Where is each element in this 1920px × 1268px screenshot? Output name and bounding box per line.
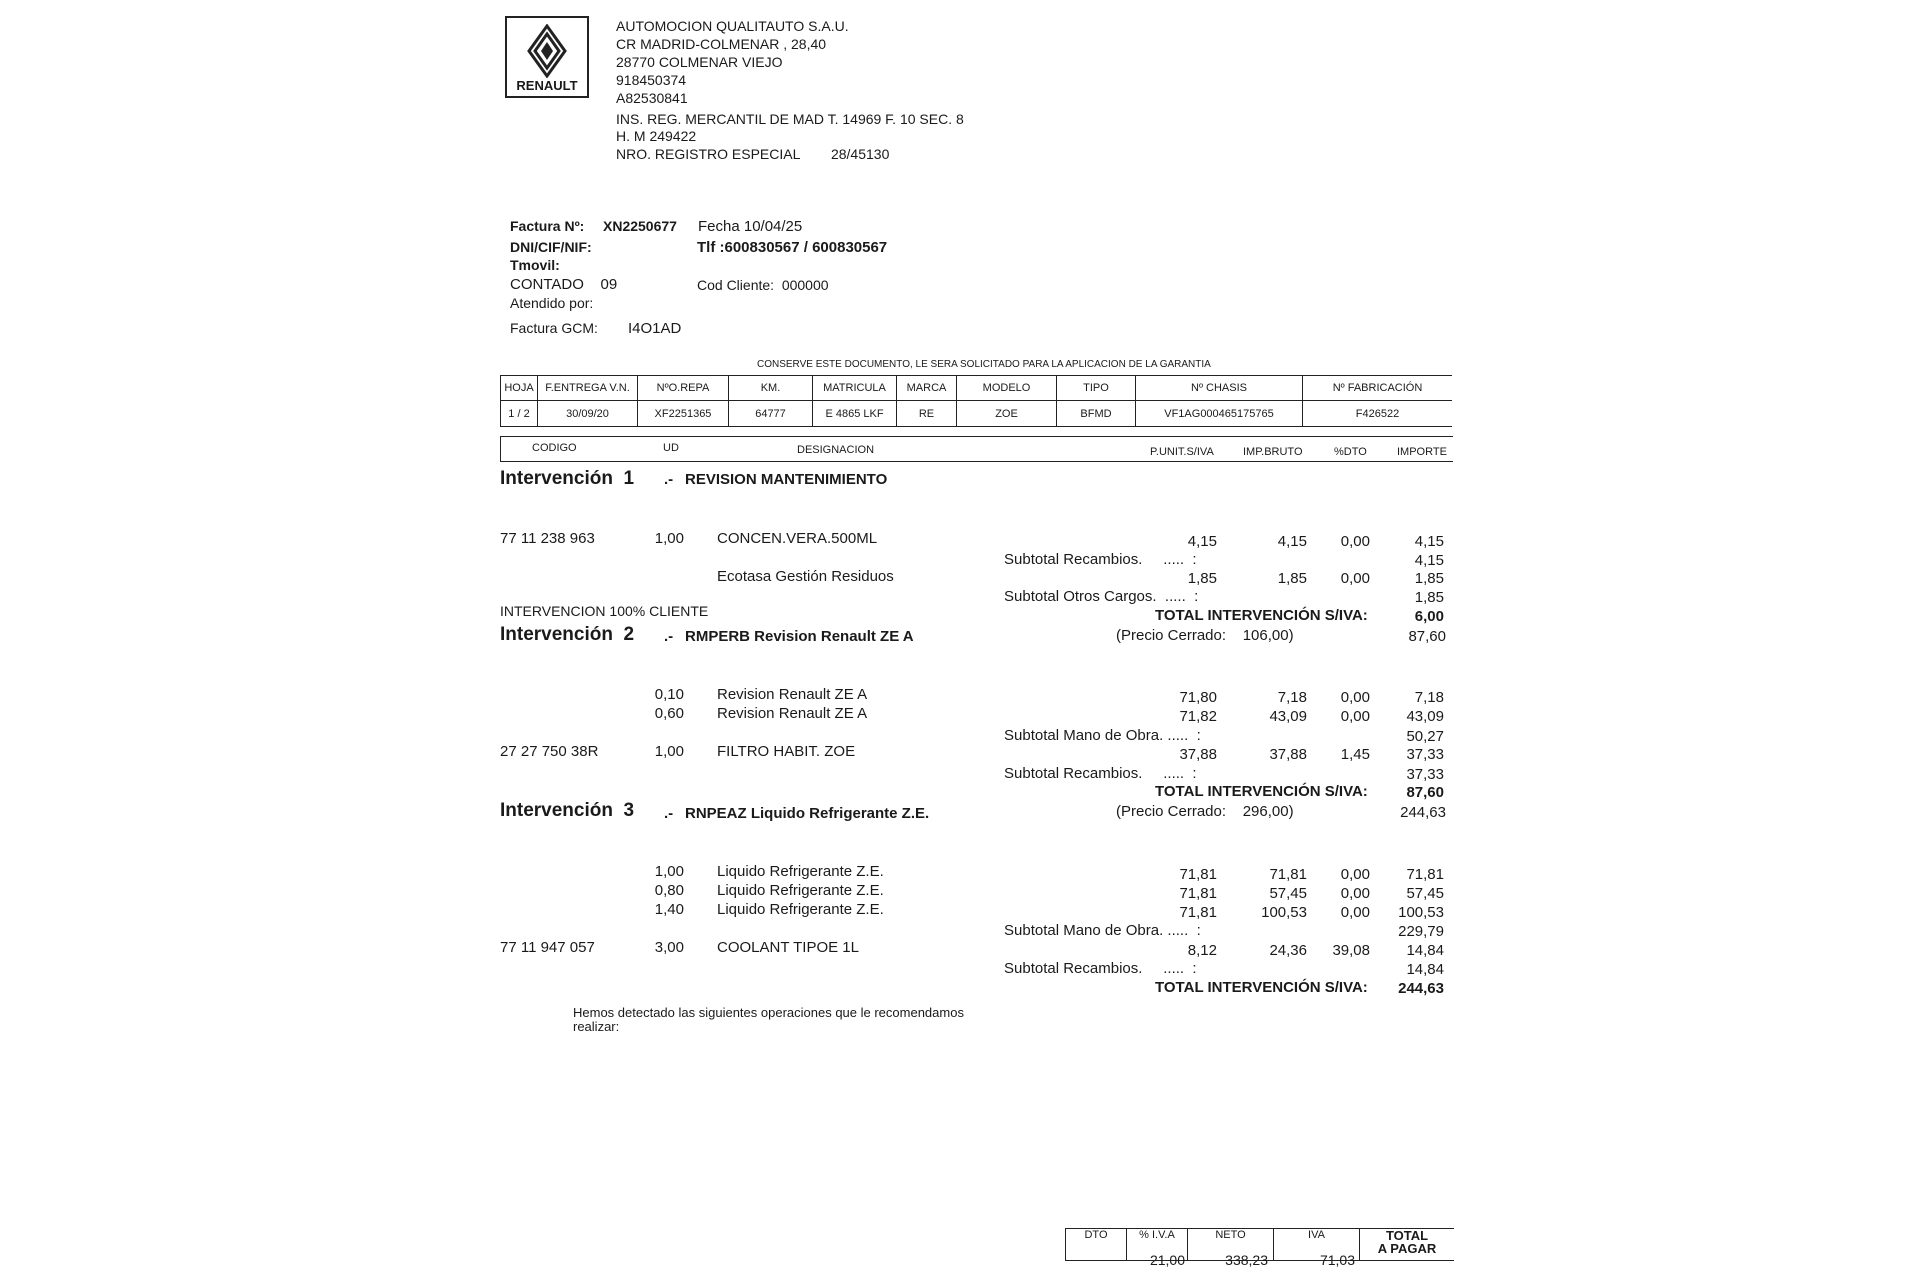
col-codigo: CODIGO <box>532 442 577 454</box>
value-modelo: ZOE <box>957 401 1057 427</box>
contado: CONTADO 09 <box>510 276 618 293</box>
logo-text: RENAULT <box>516 78 578 93</box>
line-importe: 14,84 <box>1406 942 1444 959</box>
subtotal-label: Subtotal Recambios. ..... : <box>1004 765 1197 782</box>
factura-label: Factura Nº: <box>510 218 585 234</box>
line-dto: 0,00 <box>1340 689 1370 706</box>
subtotal-value: 1,85 <box>1414 589 1444 606</box>
line-bruto: 57,45 <box>1269 885 1307 902</box>
line-bruto: 1,85 <box>1277 570 1307 587</box>
subtotal-value: 4,15 <box>1414 552 1444 569</box>
line-dto: 0,00 <box>1340 708 1370 725</box>
line-desc: Liquido Refrigerante Z.E. <box>717 882 884 899</box>
line-ud: 1,00 <box>654 530 684 547</box>
header-tipo: TIPO <box>1057 376 1136 401</box>
factura-number: XN2250677 <box>603 218 677 234</box>
subtotal-label: Subtotal Recambios. ..... : <box>1004 960 1197 977</box>
company-cif: A82530841 <box>616 90 688 106</box>
summary-header-total <box>1360 1229 1455 1261</box>
header-fabricacion: Nº FABRICACIÓN <box>1303 376 1453 401</box>
value-hoja: 1 / 2 <box>501 401 538 427</box>
total-label: TOTAL INTERVENCIÓN S/IVA: <box>1155 783 1368 800</box>
line-bruto: 37,88 <box>1269 746 1307 763</box>
vehicle-table-value-row <box>501 401 1453 427</box>
header-orepa: NºO.REPA <box>638 376 729 401</box>
gcm-label: Factura GCM: <box>510 320 598 336</box>
line-bruto: 7,18 <box>1277 689 1307 706</box>
line-punit: 71,82 <box>1179 708 1217 725</box>
line-importe: 1,85 <box>1414 570 1444 587</box>
subtotal-label: Subtotal Recambios. ..... : <box>1004 551 1197 568</box>
line-desc: COOLANT TIPOE 1L <box>717 939 859 956</box>
dni-label: DNI/CIF/NIF: <box>510 239 592 255</box>
line-bruto: 100,53 <box>1261 904 1307 921</box>
value-chasis: VF1AG000465175765 <box>1136 401 1303 427</box>
cod-cliente: Cod Cliente: 000000 <box>697 277 829 293</box>
value-marca: RE <box>897 401 957 427</box>
col-importe: IMPORTE <box>1397 446 1447 458</box>
line-importe: 57,45 <box>1406 885 1444 902</box>
header-hoja: HOJA <box>501 376 538 401</box>
subtotal-label: Subtotal Mano de Obra. ..... : <box>1004 922 1201 939</box>
precio-cerrado-total: 87,60 <box>1408 628 1446 645</box>
line-dto: 0,00 <box>1340 570 1370 587</box>
warranty-notice: CONSERVE ESTE DOCUMENTO, LE SERA SOLICITADO PARA LA APLICACION DE LA GARANTIA <box>757 359 1211 370</box>
line-dto: 1,45 <box>1340 746 1370 763</box>
line-bruto: 71,81 <box>1269 866 1307 883</box>
line-punit: 71,81 <box>1179 866 1217 883</box>
gcm-value: I4O1AD <box>628 320 682 337</box>
value-orepa: XF2251365 <box>638 401 729 427</box>
company-special-registry: NRO. REGISTRO ESPECIAL 28/45130 <box>616 146 890 162</box>
line-importe: 37,33 <box>1406 746 1444 763</box>
line-importe: 71,81 <box>1406 866 1444 883</box>
company-phone: 918450374 <box>616 72 687 88</box>
header-marca: MARCA <box>897 376 957 401</box>
summary-total-label: TOTAL <box>1385 1228 1429 1243</box>
recommend-line: realizar: <box>573 1019 620 1034</box>
header-modelo: MODELO <box>957 376 1057 401</box>
line-punit: 71,81 <box>1179 904 1217 921</box>
line-ud: 0,80 <box>654 882 684 899</box>
line-codigo: 27 27 750 38R <box>500 743 599 760</box>
summary-neto-value: 338,23 <box>1225 1252 1268 1268</box>
line-dto: 0,00 <box>1340 904 1370 921</box>
intervention-title: RNPEAZ Liquido Refrigerante Z.E. <box>685 805 930 822</box>
line-ud: 0,10 <box>654 686 684 703</box>
line-importe: 43,09 <box>1406 708 1444 725</box>
header-chasis: Nº CHASIS <box>1136 376 1303 401</box>
line-ud: 1,40 <box>654 901 684 918</box>
col-designacion: DESIGNACION <box>797 444 875 456</box>
total-value: 6,00 <box>1414 608 1444 625</box>
summary-iva-pct-value: 21,00 <box>1149 1252 1185 1268</box>
line-punit: 1,85 <box>1187 570 1217 587</box>
summary-header-dto: DTO <box>1066 1229 1127 1261</box>
line-desc: FILTRO HABIT. ZOE <box>717 743 856 760</box>
subtotal-label: Subtotal Mano de Obra. ..... : <box>1004 727 1201 744</box>
line-bruto: 24,36 <box>1269 942 1307 959</box>
intervention-title: RMPERB Revision Renault ZE A <box>685 628 914 645</box>
line-punit: 37,88 <box>1179 746 1217 763</box>
cliente-note: INTERVENCION 100% CLIENTE <box>500 603 709 619</box>
line-desc: Liquido Refrigerante Z.E. <box>717 863 884 880</box>
col-impbruto: IMP.BRUTO <box>1243 446 1303 458</box>
summary-apagar-label: A PAGAR <box>1377 1241 1437 1256</box>
line-bruto: 43,09 <box>1269 708 1307 725</box>
company-city: 28770 COLMENAR VIEJO <box>616 54 783 70</box>
total-value: 87,60 <box>1406 784 1444 801</box>
intervention-label: Intervención 2 <box>500 624 635 645</box>
vehicle-table <box>500 375 1452 427</box>
line-desc: CONCEN.VERA.500ML <box>717 530 878 547</box>
subtotal-value: 50,27 <box>1406 728 1444 745</box>
col-ud: UD <box>663 442 679 454</box>
renault-diamond-icon <box>527 24 567 78</box>
value-fabricacion: F426522 <box>1303 401 1453 427</box>
line-ud: 3,00 <box>654 939 684 956</box>
line-desc: Ecotasa Gestión Residuos <box>717 568 894 585</box>
total-value: 244,63 <box>1398 980 1444 997</box>
precio-cerrado: (Precio Cerrado: 296,00) <box>1116 803 1294 820</box>
line-importe: 7,18 <box>1414 689 1444 706</box>
value-tipo: BFMD <box>1057 401 1136 427</box>
column-header-bar <box>500 436 1453 462</box>
intervention-label: Intervención 1 <box>500 468 635 489</box>
summary-header-neto: NETO <box>1188 1229 1274 1261</box>
header-km: KM. <box>729 376 813 401</box>
col-dto: %DTO <box>1334 446 1367 458</box>
line-dto: 0,00 <box>1340 885 1370 902</box>
header-matricula: MATRICULA <box>813 376 897 401</box>
line-desc: Liquido Refrigerante Z.E. <box>717 901 884 918</box>
line-ud: 0,60 <box>654 705 684 722</box>
line-ud: 1,00 <box>654 743 684 760</box>
company-registry: INS. REG. MERCANTIL DE MAD T. 14969 F. 10 SEC. 8 <box>616 111 964 127</box>
header-entrega: F.ENTREGA V.N. <box>538 376 638 401</box>
line-dto: 39,08 <box>1332 942 1370 959</box>
value-matricula: E 4865 LKF <box>813 401 897 427</box>
atendido-label: Atendido por: <box>510 295 594 311</box>
line-desc: Revision Renault ZE A <box>717 705 868 722</box>
precio-cerrado: (Precio Cerrado: 106,00) <box>1116 627 1294 644</box>
summary-header-iva-pct: % I.V.A <box>1127 1229 1188 1261</box>
line-desc: Revision Renault ZE A <box>717 686 868 703</box>
intervention-sep: .- <box>664 805 674 822</box>
subtotal-value: 37,33 <box>1406 766 1444 783</box>
col-punit: P.UNIT.S/IVA <box>1150 446 1214 458</box>
line-punit: 71,81 <box>1179 885 1217 902</box>
summary-iva-value: 71,03 <box>1319 1252 1355 1268</box>
line-codigo: 77 11 238 963 <box>500 530 595 547</box>
intervention-title: REVISION MANTENIMIENTO <box>685 471 888 488</box>
company-name: AUTOMOCION QUALITAUTO S.A.U. <box>616 18 849 34</box>
line-codigo: 77 11 947 057 <box>500 939 595 956</box>
vehicle-table-header-row <box>501 376 1453 401</box>
precio-cerrado-total: 244,63 <box>1400 804 1446 821</box>
invoice-date: Fecha 10/04/25 <box>698 218 803 235</box>
line-bruto: 4,15 <box>1277 533 1307 550</box>
recommend-line: Hemos detectado las siguientes operaciones que le recomendamos <box>573 1005 964 1020</box>
line-punit: 71,80 <box>1179 689 1217 706</box>
client-phone: Tlf :600830567 / 600830567 <box>697 239 888 256</box>
line-importe: 100,53 <box>1398 904 1444 921</box>
line-dto: 0,00 <box>1340 533 1370 550</box>
line-ud: 1,00 <box>654 863 684 880</box>
summary-header-iva: IVA <box>1274 1229 1360 1261</box>
company-address: CR MADRID-COLMENAR , 28,40 <box>616 36 827 52</box>
total-label: TOTAL INTERVENCIÓN S/IVA: <box>1155 979 1368 996</box>
tmovil-label: Tmovil: <box>510 257 560 273</box>
subtotal-value: 14,84 <box>1406 961 1444 978</box>
line-dto: 0,00 <box>1340 866 1370 883</box>
intervention-sep: .- <box>664 628 674 645</box>
total-label: TOTAL INTERVENCIÓN S/IVA: <box>1155 607 1368 624</box>
line-punit: 4,15 <box>1187 533 1217 550</box>
value-entrega: 30/09/20 <box>538 401 638 427</box>
company-hm: H. M 249422 <box>616 128 697 144</box>
subtotal-label: Subtotal Otros Cargos. ..... : <box>1004 588 1199 605</box>
intervention-sep: .- <box>664 471 674 488</box>
line-importe: 4,15 <box>1414 533 1444 550</box>
value-km: 64777 <box>729 401 813 427</box>
renault-logo <box>505 16 589 98</box>
subtotal-value: 229,79 <box>1398 923 1444 940</box>
line-punit: 8,12 <box>1187 942 1217 959</box>
intervention-label: Intervención 3 <box>500 800 635 821</box>
